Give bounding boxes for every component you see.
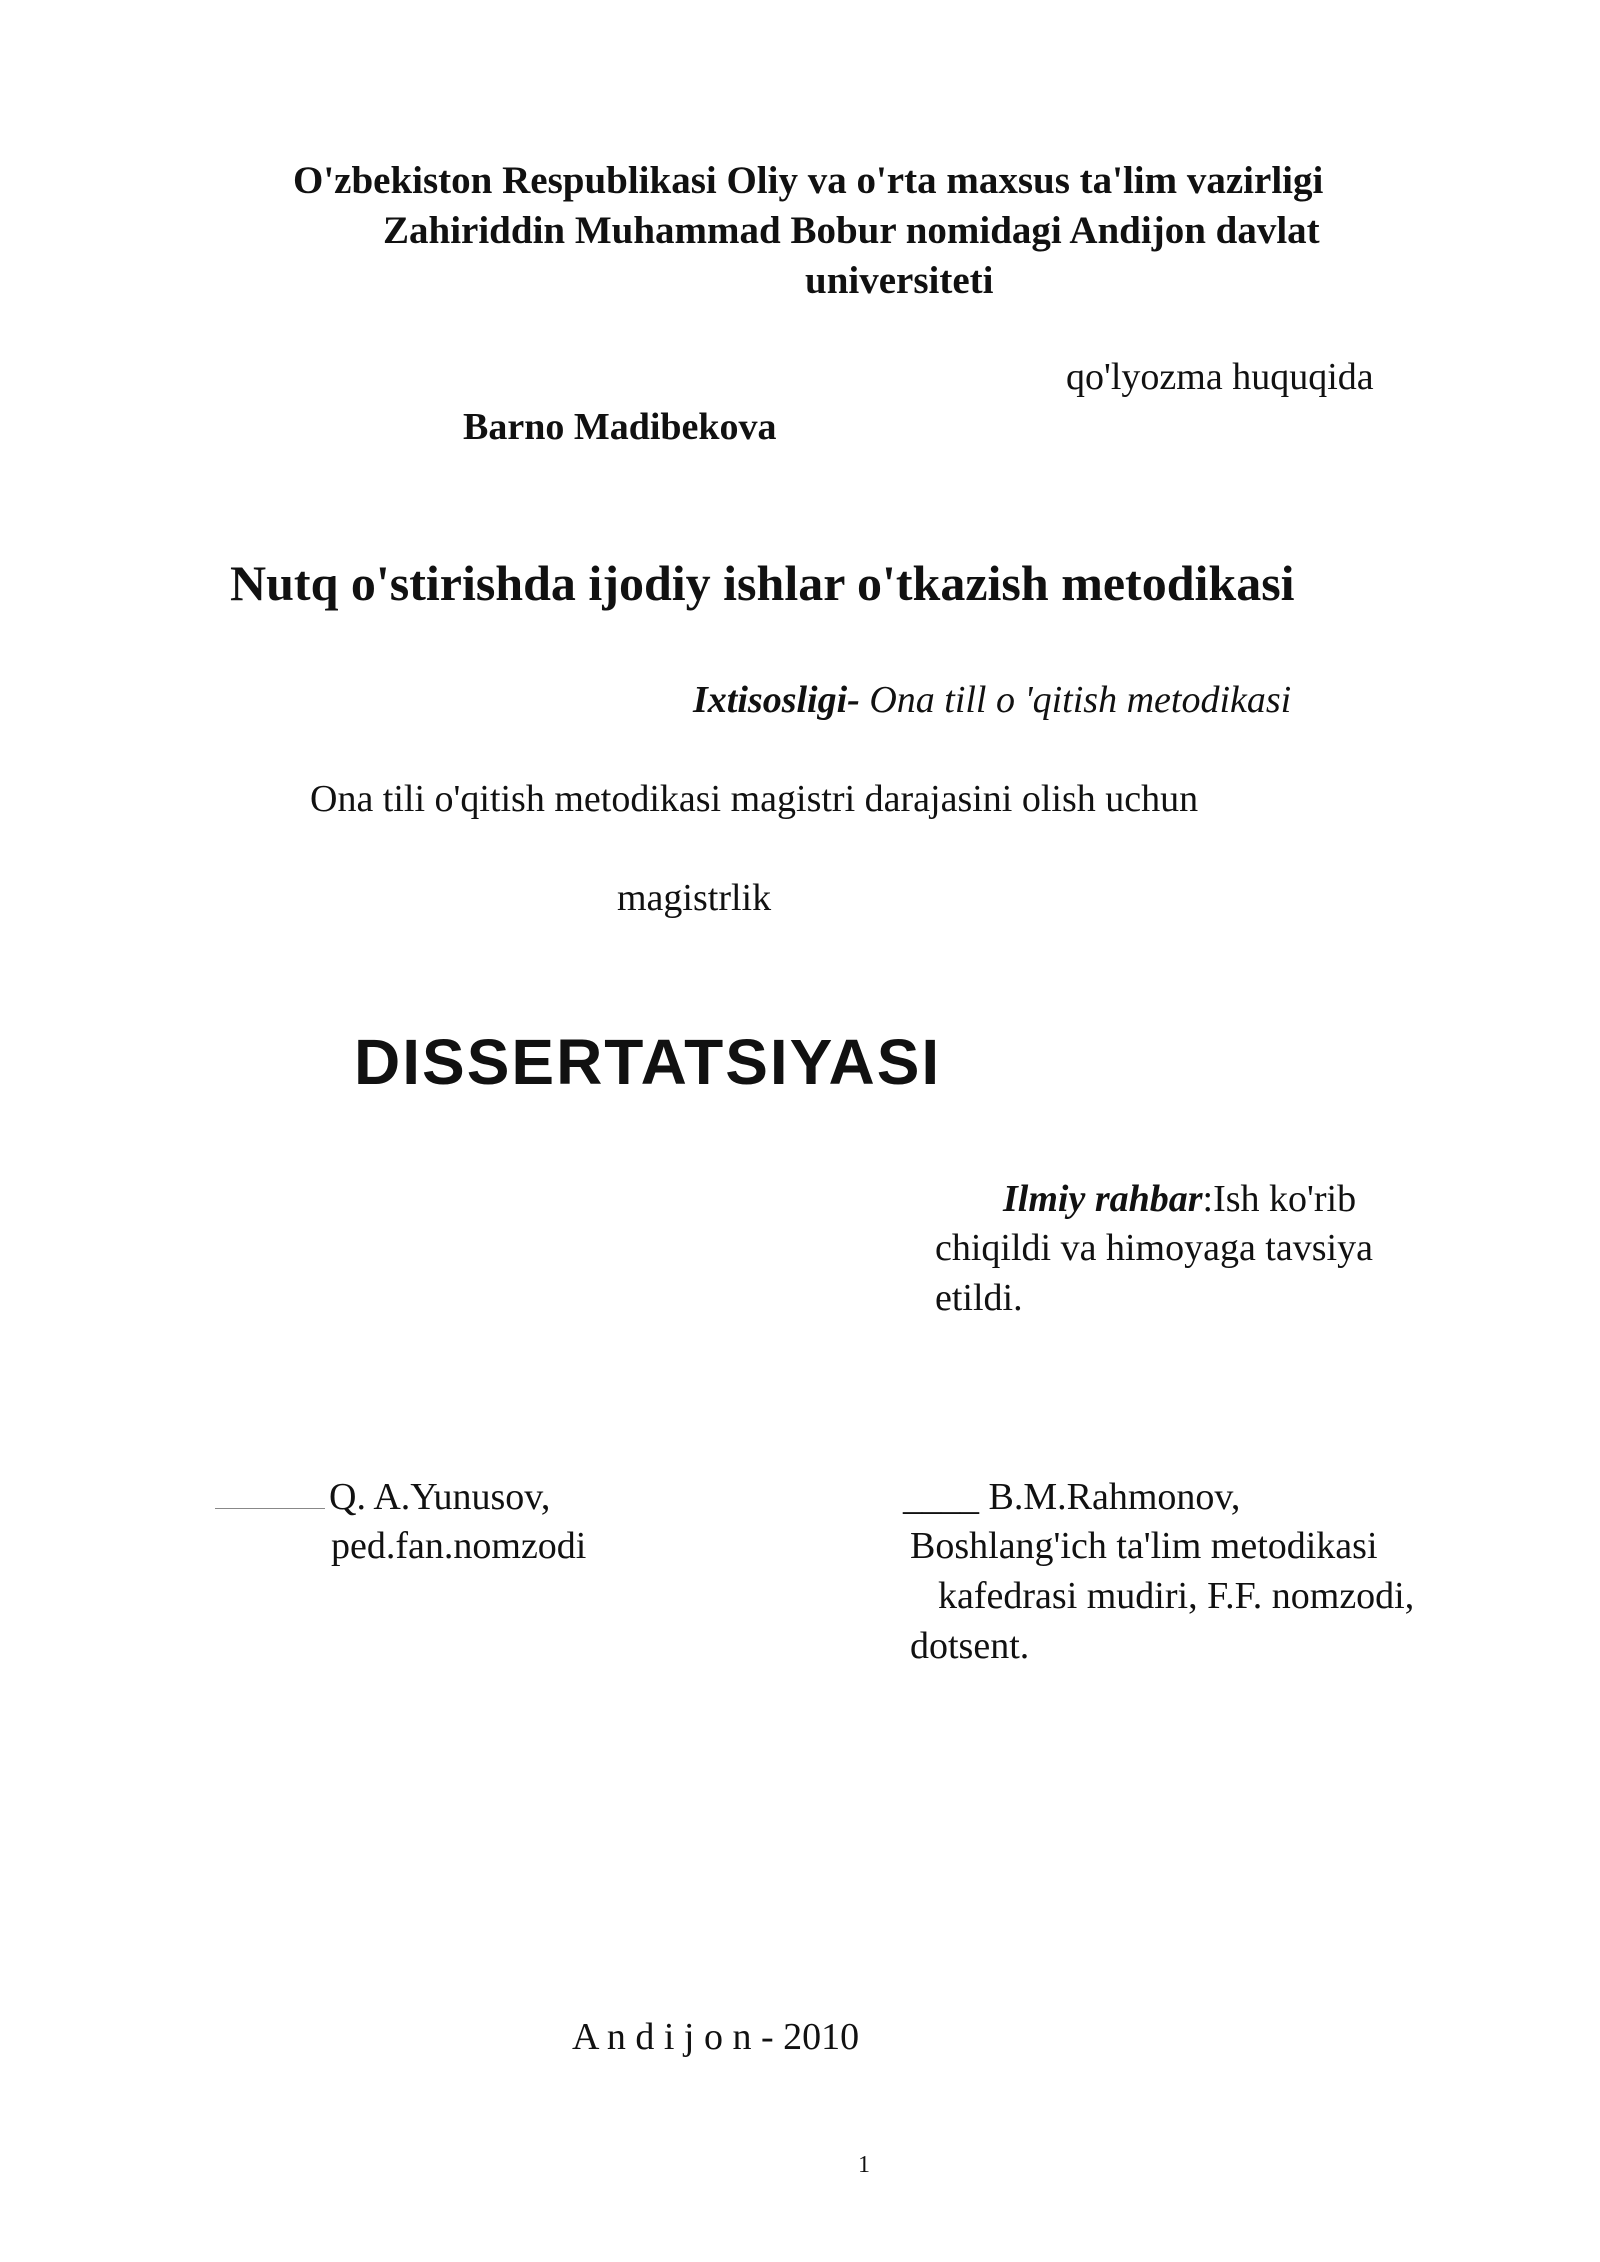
university-heading-line2: universiteti [805, 259, 994, 302]
city-year: A n d i j o n - 2010 [572, 2016, 860, 2058]
page-number: 1 [858, 2152, 870, 2178]
degree-line: Ona tili o'qitish metodikasi magistri darajasini olish uchun [310, 778, 1199, 820]
right-signature-title3: dotsent. [910, 1625, 1030, 1667]
supervisor-line2: chiqildi va himoyaga tavsiya [935, 1227, 1373, 1269]
author-name: Barno Madibekova [463, 406, 777, 448]
right-signature-title1: Boshlang'ich ta'lim metodikasi [910, 1525, 1378, 1567]
supervisor-label: Ilmiy rahbar [1003, 1178, 1203, 1220]
left-signature-name-line [215, 1475, 550, 1521]
supervisor-line3: etildi. [935, 1277, 1023, 1319]
right-signature-blank: ____ [903, 1476, 979, 1518]
ministry-heading: O'zbekiston Respublikasi Oliy va o'rta maxsus ta'lim vazirligi [293, 159, 1324, 202]
left-signature-title: ped.fan.nomzodi [331, 1525, 587, 1567]
thesis-title: Nutq o'stirishda ijodiy ishlar o'tkazish metodikasi [230, 555, 1295, 611]
right-signature-name: B.M.Rahmonov, [979, 1476, 1241, 1518]
specialty-value: Ona till o 'qitish metodikasi [859, 679, 1292, 721]
supervisor-line1 [1003, 1177, 1356, 1223]
left-signature-blank [215, 1476, 325, 1509]
left-signature-name: Q. A.Yunusov, [329, 1476, 551, 1518]
manuscript-note: qo'lyozma huquqida [1066, 356, 1374, 398]
supervisor-text1: :Ish ko'rib [1202, 1178, 1357, 1220]
document-type-heading: DISSERTATSIYASI [354, 1026, 942, 1098]
right-signature-name-line [903, 1475, 1240, 1521]
specialty-line [693, 678, 1291, 724]
university-heading-line1: Zahiriddin Muhammad Bobur nomidagi Andijon davlat [383, 209, 1320, 252]
specialty-label: Ixtisosligi- [693, 679, 860, 721]
right-signature-title2: kafedrasi mudiri, F.F. nomzodi, [938, 1575, 1415, 1617]
degree-type: magistrlik [617, 877, 772, 919]
